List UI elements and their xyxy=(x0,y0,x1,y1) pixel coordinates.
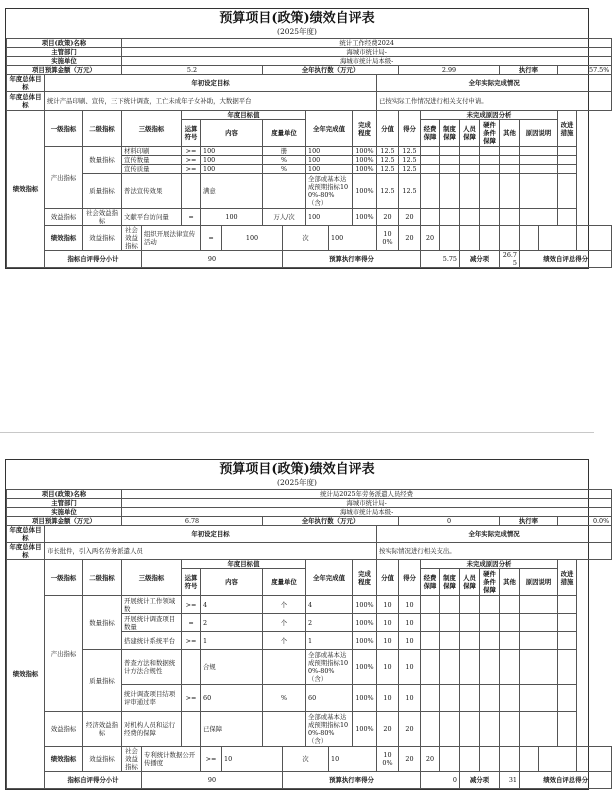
exec-amount-label: 全年执行数（万元） xyxy=(263,66,399,75)
row-op: >= xyxy=(182,165,201,174)
row-completion: 100% xyxy=(353,147,377,156)
subtotal-label: 指标自评得分小计 xyxy=(45,251,142,268)
perf-indicator-label-2: 绩效指标 xyxy=(45,747,83,772)
lvl3-header: 三级指标 xyxy=(122,560,182,596)
reason-fund-header: 经费保障 xyxy=(421,120,440,147)
row-content: 1 xyxy=(201,632,263,650)
row-l3: 开展统计调查项目数量 xyxy=(122,614,182,632)
unit-measure-header: 度量单位 xyxy=(263,120,306,147)
reason-staff-header: 人员保障 xyxy=(460,120,480,147)
row-got: 12.5 xyxy=(399,174,421,209)
dept-value: 海城市统计局- xyxy=(122,499,612,508)
op-header: 运算符号 xyxy=(182,120,201,147)
perf-indicator-label: 绩效指标 xyxy=(7,111,45,268)
row-op: >= xyxy=(182,156,201,165)
reason-note-header: 原因说明 xyxy=(520,120,558,147)
row-got: 20 xyxy=(399,209,421,226)
row-completion: 100% xyxy=(353,632,377,650)
row-score: 12.5 xyxy=(377,156,399,165)
row-full: 2 xyxy=(306,614,353,632)
effect-indicator-label: 效益指标 xyxy=(45,712,83,747)
row-score: 12.5 xyxy=(377,147,399,156)
minus-label: 减分项 xyxy=(460,251,500,268)
row-completion: 100% xyxy=(377,747,399,772)
row-op: >= xyxy=(201,747,222,772)
row-unit: 个 xyxy=(263,596,306,614)
got-header: 得分 xyxy=(399,560,421,596)
budget-label: 项目预算金额（万元） xyxy=(7,517,122,526)
row-completion: 100% xyxy=(353,174,377,209)
row-l3: 组织开展法律宣传活动 xyxy=(142,226,201,251)
row-unit: 次 xyxy=(283,226,329,251)
lvl1-header: 一级指标 xyxy=(45,111,83,147)
row-unit xyxy=(263,174,306,209)
score-header: 分值 xyxy=(377,560,399,596)
row-full: 1 xyxy=(306,632,353,650)
row-unit xyxy=(263,712,306,747)
output-indicator-label: 产出指标 xyxy=(45,147,83,209)
row-l3: 开展统计工作领域数 xyxy=(122,596,182,614)
unit-label: 实施单位 xyxy=(7,57,122,66)
row-got: 10 xyxy=(399,685,421,712)
reason-hardware-header: 硬件条件保障 xyxy=(480,569,500,596)
subtotal-value: 90 xyxy=(142,772,283,789)
reasons-header: 未完成原因分析 xyxy=(421,560,558,569)
subtotal-label: 指标自评得分小计 xyxy=(45,772,142,789)
page-divider xyxy=(0,432,594,433)
project-name-value: 统计局2025年劳务派遣人员经费 xyxy=(122,490,612,499)
row-content: 100 xyxy=(201,165,263,174)
row-got: 10 xyxy=(399,596,421,614)
qty-indicator-label: 数量指标 xyxy=(83,147,122,174)
evaluation-sheet-1 xyxy=(5,8,610,269)
reason-note-header: 原因说明 xyxy=(520,569,558,596)
budget-score-label: 预算执行率得分 xyxy=(283,251,421,268)
actual-text: 按实际情况进行相关支出。 xyxy=(377,543,612,560)
fix-header: 改进措施 xyxy=(558,560,577,596)
row-l2: 社会效益指标 xyxy=(122,747,142,772)
row-completion: 100% xyxy=(353,685,377,712)
lvl2-header: 二级指标 xyxy=(83,560,122,596)
unit-label: 实施单位 xyxy=(7,508,122,517)
row-unit: % xyxy=(263,156,306,165)
dept-label: 主管部门 xyxy=(7,499,122,508)
budget-score-value: 5.75 xyxy=(421,251,460,268)
row-l3: 文献平台访问量 xyxy=(122,209,182,226)
sheet-year: (2025年度) xyxy=(277,27,317,36)
row-score: 10 xyxy=(377,685,399,712)
minus-value: 31 xyxy=(500,772,520,789)
row-full: 60 xyxy=(306,685,353,712)
row-score: 20 xyxy=(377,209,399,226)
lvl2-header: 二级指标 xyxy=(83,111,122,147)
reason-fund-header: 经费保障 xyxy=(421,569,440,596)
content-header: 内容 xyxy=(201,569,263,596)
lvl1-header: 一级指标 xyxy=(45,560,83,596)
row-completion: 100% xyxy=(353,156,377,165)
exec-rate-label: 执行率 xyxy=(500,66,558,75)
row-score: 20 xyxy=(377,712,399,747)
row-unit: 次 xyxy=(283,747,329,772)
actual-text: 已按实际工作情况进行相关支付申请。 xyxy=(377,92,612,111)
row-score: 10 xyxy=(377,650,399,685)
reason-other-header: 其他 xyxy=(500,120,520,147)
row-got: 20 xyxy=(399,712,421,747)
exec-rate-value: 0.0% xyxy=(558,517,612,526)
initial-goal-header: 年初设定目标 xyxy=(45,526,377,543)
row-full: 100 xyxy=(306,209,353,226)
row-got: 12.5 xyxy=(399,147,421,156)
row-content: 满意 xyxy=(201,174,263,209)
row-got: 20 xyxy=(421,747,440,772)
row-op xyxy=(182,650,201,685)
annual-goal-label: 年度总体目标 xyxy=(7,526,45,543)
row-op xyxy=(182,174,201,209)
reason-hardware-header: 硬件条件保障 xyxy=(480,120,500,147)
effect-indicator-label-2: 效益指标 xyxy=(83,747,122,772)
fix-header: 改进措施 xyxy=(558,111,577,147)
row-l3: 普查方法和数据统计方法合规性 xyxy=(122,650,182,685)
completion-header: 完成程度 xyxy=(353,560,377,596)
full-year-header: 全年完成值 xyxy=(306,560,353,596)
row-full: 全部或基本达成预期指标100%-80%（含） xyxy=(306,650,353,685)
row-l3: 宣传数量 xyxy=(122,156,182,165)
minus-label: 减分项 xyxy=(460,772,500,789)
row-unit: 万人/次 xyxy=(263,209,306,226)
row-op: >= xyxy=(182,596,201,614)
row-content: 100 xyxy=(201,156,263,165)
budget-score-label: 预算执行率得分 xyxy=(283,772,421,789)
content-header: 内容 xyxy=(201,120,263,147)
row-content: 2 xyxy=(201,614,263,632)
row-op: >= xyxy=(182,147,201,156)
budget-score-value: 0 xyxy=(421,772,460,789)
perf-indicator-label-2: 绩效指标 xyxy=(45,226,83,251)
row-score: 10 xyxy=(377,632,399,650)
row-content: 10 xyxy=(222,747,283,772)
row-unit xyxy=(263,650,306,685)
budget-value: 5.2 xyxy=(122,66,263,75)
minus-value: 26.75 xyxy=(500,251,520,268)
initial-goal-header: 年初设定目标 xyxy=(45,75,377,92)
actual-header: 全年实际完成情况 xyxy=(377,526,612,543)
row-op xyxy=(182,712,201,747)
full-year-header: 全年完成值 xyxy=(306,111,353,147)
completion-header: 完成程度 xyxy=(353,111,377,147)
row-l3: 材料印刷 xyxy=(122,147,182,156)
row-unit: 个 xyxy=(263,632,306,650)
row-got: 12.5 xyxy=(399,156,421,165)
row-full: 4 xyxy=(306,596,353,614)
row-l3: 专利统计数据公开传播度 xyxy=(142,747,201,772)
exec-amount-value: 2.99 xyxy=(399,66,500,75)
row-l2: 社会效益指标 xyxy=(83,209,122,226)
evaluation-sheet-2 xyxy=(5,459,610,790)
row-score: 20 xyxy=(399,226,421,251)
lvl3-header: 三级指标 xyxy=(122,111,182,147)
exec-amount-label: 全年执行数（万元） xyxy=(263,517,399,526)
row-completion: 100% xyxy=(377,226,399,251)
row-l3: 宣传质量 xyxy=(122,165,182,174)
row-completion: 100% xyxy=(353,614,377,632)
row-l3: 搭建统计系统平台 xyxy=(122,632,182,650)
row-score: 12.5 xyxy=(377,165,399,174)
exec-rate-value: 57.5% xyxy=(558,66,612,75)
exec-rate-label: 执行率 xyxy=(500,517,558,526)
row-l3: 普法宣传效果 xyxy=(122,174,182,209)
target-group-header: 年度目标值 xyxy=(182,560,306,569)
row-content: 100 xyxy=(201,209,263,226)
goal-text: 统计产品印刷、宣传，三下统计调查，工亡未成年子女补助，大数据平台 xyxy=(45,92,377,111)
annual-goal-label-2: 年度总体目标 xyxy=(7,543,45,560)
row-unit: % xyxy=(263,165,306,174)
project-name-label: 项目(政策)名称 xyxy=(7,490,122,499)
subtotal-value: 90 xyxy=(142,251,283,268)
row-full: 100 xyxy=(306,165,353,174)
row-completion: 100% xyxy=(353,165,377,174)
budget-label: 项目预算金额（万元） xyxy=(7,66,122,75)
annual-goal-label: 年度总体目标 xyxy=(7,75,45,92)
effect-indicator-label: 效益指标 xyxy=(45,209,83,226)
row-op: >= xyxy=(182,685,201,712)
row-score: 12.5 xyxy=(377,174,399,209)
row-full: 100 xyxy=(306,147,353,156)
row-got: 12.5 xyxy=(399,165,421,174)
quality-indicator-label: 质量指标 xyxy=(83,174,122,209)
sheet-year: (2025年度) xyxy=(277,478,317,487)
row-op: >= xyxy=(182,632,201,650)
target-group-header: 年度目标值 xyxy=(182,111,306,120)
row-full: 100 xyxy=(306,156,353,165)
row-full: 全部或基本达成预期指标100%-80%（含） xyxy=(306,712,353,747)
row-completion: 100% xyxy=(353,209,377,226)
row-op: = xyxy=(182,209,201,226)
effect-indicator-label-2: 效益指标 xyxy=(83,226,122,251)
row-content: 100 xyxy=(222,226,283,251)
row-completion: 100% xyxy=(353,650,377,685)
row-content: 合规 xyxy=(201,650,263,685)
row-l3: 统计调查项目结项评审通过率 xyxy=(122,685,182,712)
total-label: 绩效自评总得分 xyxy=(520,251,612,268)
reason-system-header: 制度保障 xyxy=(440,120,460,147)
unit-value: 海城市统计局本级- xyxy=(122,57,612,66)
goal-text: 市长批件，引入两名劳务派遣人员 xyxy=(45,543,377,560)
row-content: 4 xyxy=(201,596,263,614)
row-got: 10 xyxy=(399,650,421,685)
row-full: 100 xyxy=(329,226,377,251)
project-name-value: 统计工作经费2024 xyxy=(122,39,612,48)
reason-other-header: 其他 xyxy=(500,569,520,596)
op-header: 运算符号 xyxy=(182,569,201,596)
row-l2: 社会效益指标 xyxy=(122,226,142,251)
evaluation-table xyxy=(6,38,612,268)
row-full: 全部或基本达成预期指标100%-80%（含） xyxy=(306,174,353,209)
sheet-title: 预算项目(政策)绩效自评表 xyxy=(219,462,375,477)
reason-system-header: 制度保障 xyxy=(440,569,460,596)
row-unit: % xyxy=(263,685,306,712)
exec-amount-value: 0 xyxy=(399,517,500,526)
got-header: 得分 xyxy=(399,111,421,147)
row-score: 10 xyxy=(377,614,399,632)
annual-goal-label-2: 年度总体目标 xyxy=(7,92,45,111)
row-unit: 册 xyxy=(263,147,306,156)
row-l2: 经济效益指标 xyxy=(83,712,122,747)
row-op: = xyxy=(182,614,201,632)
row-unit: 个 xyxy=(263,614,306,632)
row-op: = xyxy=(201,226,222,251)
row-content: 已保障 xyxy=(201,712,263,747)
row-got: 10 xyxy=(399,614,421,632)
row-full: 10 xyxy=(329,747,377,772)
row-got: 20 xyxy=(421,226,440,251)
total-label: 绩效自评总得分 xyxy=(520,772,612,789)
output-indicator-label: 产出指标 xyxy=(45,596,83,712)
row-got: 10 xyxy=(399,632,421,650)
qty-indicator-label: 数量指标 xyxy=(83,596,122,650)
actual-header: 全年实际完成情况 xyxy=(377,75,612,92)
evaluation-table xyxy=(6,489,612,789)
reason-staff-header: 人员保障 xyxy=(460,569,480,596)
budget-value: 6.78 xyxy=(122,517,263,526)
perf-indicator-label: 绩效指标 xyxy=(7,560,45,789)
project-name-label: 项目(政策)名称 xyxy=(7,39,122,48)
row-content: 60 xyxy=(201,685,263,712)
unit-value: 海城市统计局本级- xyxy=(122,508,612,517)
row-l3: 对机构人员和运行经费的保障 xyxy=(122,712,182,747)
row-completion: 100% xyxy=(353,712,377,747)
reasons-header: 未完成原因分析 xyxy=(421,111,558,120)
dept-value: 海城市统计局- xyxy=(122,48,612,57)
row-score: 20 xyxy=(399,747,421,772)
score-header: 分值 xyxy=(377,111,399,147)
unit-measure-header: 度量单位 xyxy=(263,569,306,596)
row-content: 100 xyxy=(201,147,263,156)
row-completion: 100% xyxy=(353,596,377,614)
sheet-title: 预算项目(政策)绩效自评表 xyxy=(219,11,375,26)
quality-indicator-label: 质量指标 xyxy=(83,650,122,712)
row-score: 10 xyxy=(377,596,399,614)
dept-label: 主管部门 xyxy=(7,48,122,57)
